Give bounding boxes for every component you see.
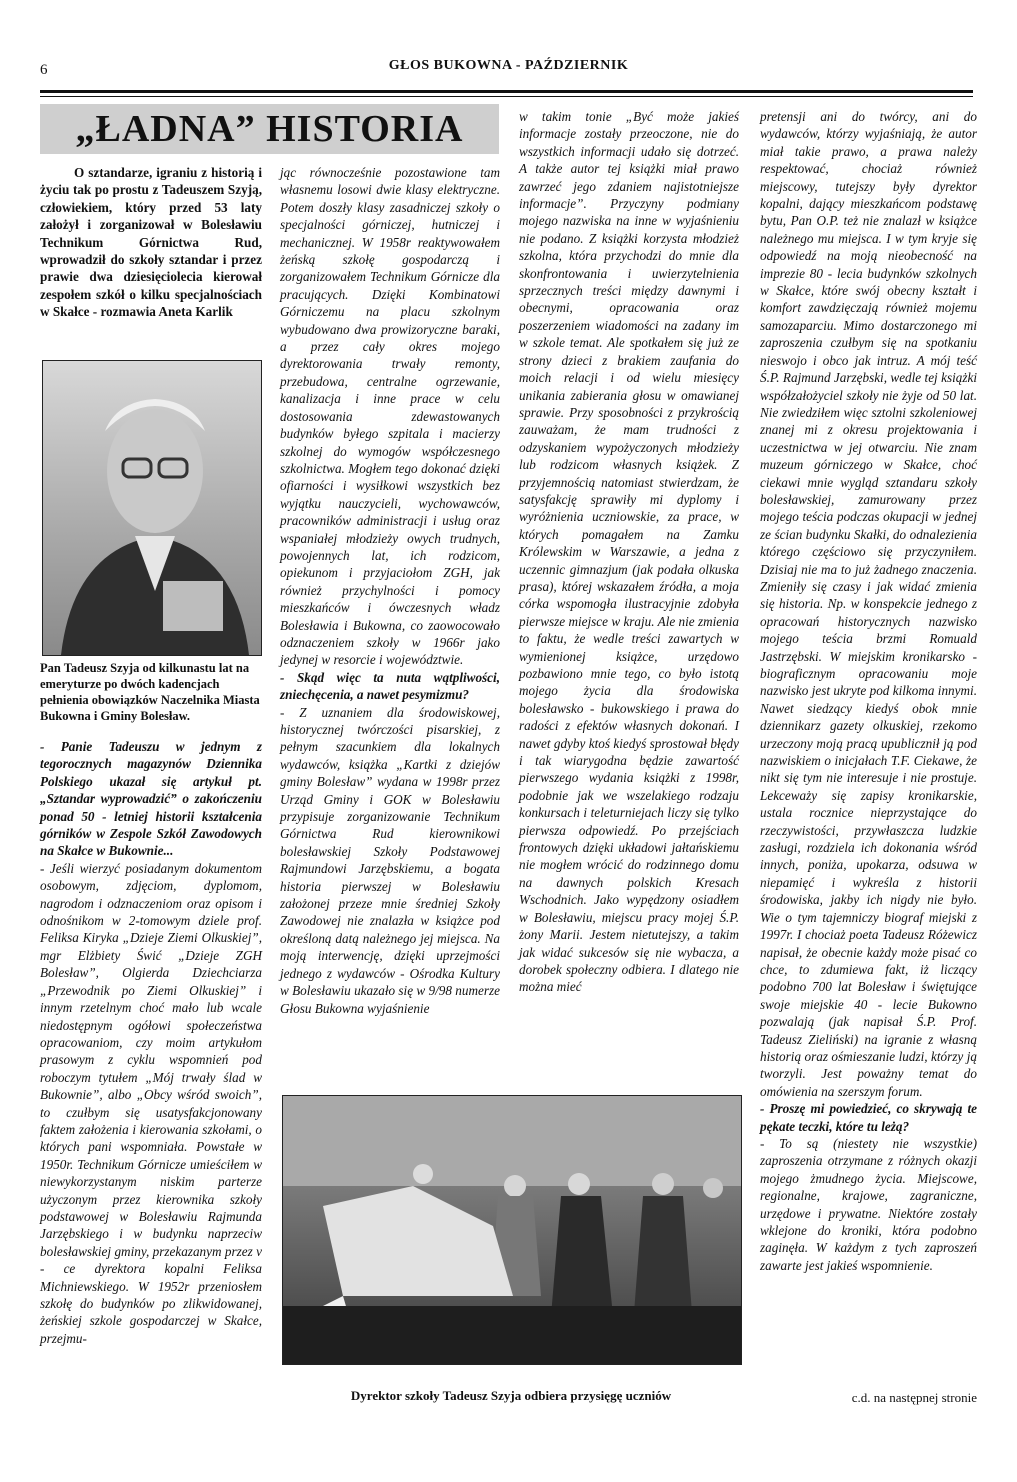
column-4 <box>760 108 977 1274</box>
question-1: - Panie Tadeuszu w jednym z tegorocznych magazynów Dziennika Polskiego ukazał się artykuł pt. „Sztandar wyprowadzić” o zakończeniu ponad 50 - letniej historii kształcenia górników w Zespole Szkół Zawodowych na Skałce w Bukownie... <box>40 739 262 859</box>
portrait-caption: Pan Tadeusz Szyja od kilkunastu lat na emeryturze po dwóch kadencjach pełnienia obowiązków Naczelnika Miasta Bukowna i Gminy Bolesław. <box>40 661 260 723</box>
page-number: 6 <box>40 62 48 78</box>
column-1-interview <box>40 738 262 1347</box>
portrait-man-image <box>43 361 261 655</box>
continued-note: c.d. na następnej stronie <box>851 1390 977 1405</box>
header-rule-thin <box>40 96 973 97</box>
article-headline: „ŁADNA” HISTORIA <box>40 104 499 154</box>
column-2 <box>280 164 500 1017</box>
answer-1: - Jeśli wierzyć posiadanym dokumentom osobowym, zdjęciom, dyplomom, nagrodom i odznaczeniom oraz opisom i odnośnikom w 2-tomowym dziele prof. Feliksa Kiryka „Dzieje Ziemi Olkuskiej”, mgr Elżbiety Świć „Dzieje ZGH Bolesław”, Olgierda Dziechciarza „Przewodnik po Ziemi Olkuskiej” i innym rzetelnym choć mało lub wcale niedostępnym ogółowi społeczeństwa opracowaniom, czy moim artykułom prasowym z cyklu wspomnień pod roboczym tytułem „Mój trwały ślad w Bukownie”, albo „Obcy wśród swoich”, to czułbym się usatysfakcjonowany faktem założenia i kierowania szkołami, o których pani wspomniała. Powstałe w 1950r. Technikum Górnicze umieściłem w niewykorzystanym niskim parterze użyczonym przez kierownika szkoły podstawowej w Bolesławiu Rajmunda Jarzębskiego i w budynku naprzeciw bolesławskiej gminy, przekazanym przez v - ce dyrektora kopalni Feliksa Michniewskiego. W 1952r przeniosłem szkołę do budynków po zlikwidowanej, żeńskiej szkole gospodarczej w Skałce, przejmu- <box>40 860 262 1346</box>
answer-2: - Z uznaniem dla środowiskowej, historycznej twórczości pisarskiej, z pełnym szacunkiem dla lokalnych wydawców, książka „Kartki z dziejów gminy Bolesław” wydana w 1998r przez Urząd Gminy i GOK w Bolesławiu przypisuje zorganizowanie Technikum Górnictwa Rud kierownikowi bolesławskiej Szkoły Podstawowej Rajmundowi Jarzębskiemu, a bogata historia pierwszej w Bolesławiu założonej przeze mnie średniej Szkoły Zawodowej nie znalazła w książce pod określoną datą należnego jej miejsca. Na moją interwencję, dzięki uprzejmości jednego z wydawców - Ośrodka Kultury w Bolesławiu ukazało się w 9/98 numerze Głosu Bukowna wyjaśnienie <box>280 704 500 1016</box>
oath-ceremony-image <box>283 1096 741 1364</box>
answer-2-end: pretensji ani do twórcy, ani do wydawców, którzy wyjaśniają, że autor miał takie prawo, a prawa należy respektować, chociaż również miejscowy, tutejszy były dyrektor kopalni, dający mieszkańcom podstawę bytu, Pan O.P. też nie znalazł w książce należnego mu miejsca. I w tym kryje się odpowiedź na moją nieobecność na imprezie 80 - lecia budynków szkolnych w Skałce, które swój obecny kształt i komfort zawdzięczają również mojemu samozaparciu. Mimo dostarczonego mi zaproszenia czułbym się na spotkaniu nieswojo i obco jak intruz. A mój teść Ś.P. Rajmund Jarzębski, wedle tej książki współzałożyciel szkoły nie żyje od 50 lat. Nie zwiedziłem więc sztolni szkoleniowej znanej mi z okresu projektowania i uczestnictwa w jej otwarciu. Nie znam muzeum górniczego w Skałce, choć ciekawi mnie wygląd sztandaru szkoły bolesławskiej, zamurowany przez mojego teścia podczas okupacji w jednej ze ścian budynku Skałki, do odnalezienia którego częściowo się przyczyniłem. Dzisiaj nie ma to już żadnego znaczenia. Zmieniły się czasy i jak widać zmienia się historia. Np. w konspekcie jednego z opracowań historycznych nazwisko mojego teścia brzmi Romuald Jastrzębski. W miejskim kronikarsko - biograficznym opracowaniu moje nazwisko jest ukryte pod kilkoma innymi. Nawet siedzący kiedyś obok mnie dziennikarz gazety olkuskiej, rzekomo urzeczony moją pracą upublicznił ją pod nazwiskiem o inicjałach T.F. Ciekawe, że nikt się tym nie interesuje i nie prostuje. Lekceważy się zapisy kronikarskie, ustala rocznice nieprzystające do rzeczywistości, przywłaszcza ludzkie zasługi, rozdziela ich dokonania wśród innych, poniża, upokarza, odsuwa w niepamięć i wykreśla z historii środowiska, jakby ich nigdy nie było. Wie o tym tajemniczy biograf miejski z 1997r. I chociaż poeta Tadeusz Różewicz napisał, że obecnie każdy może pisać co chce, to zdumiewa fakt, iż liczący podobno 700 lat Bolesław i świętujące swoje miejskie 40 - lecie Bukowno pozwalają (jak napisał Ś.P. Prof. Tadeusz Zieliński) na igranie z własną historią oraz ośmieszanie ludzi, którzy ją tworzyli. Jest poważny temat do omówienia na szerszym forum. <box>760 109 977 1099</box>
answer-2-continued: w takim tonie „Być może jakieś informacje zostały przeoczone, nie do wszystkich informacji udało się dotrzeć. A także autor tej książki miał prawo zawrzeć jego zdaniem najistotniejsze informacje”. Przyczyny podmiany mojego nazwiska na inne w wyjaśnieniu nie podano. Z książki korzysta młodzież szkolna, która przychodzi do mnie dla skonfrontowania i uwierzytelnienia sprzecznych treści między dawnymi i obecnymi, opracowania oraz poszerzeniem wiadomości na zadany im w szkole temat. Ale spotkałem się już ze strony dzieci z brakiem zaufania do moich relacji i od wielu miesięcy unikania zabierania głosu w omawianej sprawie. Przy sposobności z przykrością zauważam, że mam trudności z odzyskaniem wypożyczonych młodzieży lub rodzicom własnych książek. Z przyjemnością natomiast stwierdzam, że satysfakcję sprawiły mi dyplomy i wyróżnienia uczniowskie, za prace, w których pomagałem na Zamku Królewskim w Warszawie, a jedna z uczennic gimnazjum (jak podała olkuska prasa), której wskazałem źródła, a moja córka wspomogła ilustracyjnie zdobyła pierwsze miejsce w kraju. Ale nie zmienia to faktu, że wedle treści zawartych w wymienionej książce, urzędowo pozbawiono mnie tego, co było istotą mojego życia dla środowiska bolesławsko - bukowskiego i prawa do radości z efektów własnych dokonań. I nawet gdyby ktoś kiedyś sprostował błędy i tak wiarygodna będzie zawartość pierwszego wydania książki z 1998r, podobnie jak we wszelakiego rodzaju konkursach i teleturniejach liczy się tylko pierwsza odpowiedź. Po przejściach frontowych dzięki układowi jałtańskiemu nie mogłem wrócić do rodzinnego domu na dawnych polskich Kresach Wschodnich. Jako wypędzony osiadłem w Bolesławiu, miejscu pracy mojej Ś.P. żony Marii. Jestem nietutejszy, a takim jak widać sukcesów się nie wybacza, a dorobek społeczny odbiera. I dlatego nie można mieć <box>519 109 739 995</box>
ceremony-caption: Dyrektor szkoły Tadeusz Szyja odbiera przysięgę uczniów <box>350 1388 672 1403</box>
ceremony-photo <box>282 1095 742 1365</box>
answer-1-continued: jąc równocześnie pozostawione tam własnemu losowi dwie klasy elektryczne. Potem doszły klasy zasadniczej szkoły o specjalności górniczej, hutniczej i mechanicznej. W 1958r reaktywowałem żeńską szkołę gospodarczą i zorganizowałem Technikum Górnicze dla pracujących. Dzięki Kombinatowi Górniczemu na placu szkolnym wybudowano dwa prowizoryczne baraki, a przez cały okres mojego dyrektorowania trwały remonty, przebudowa, centralne ogrzewanie, kanalizacja i inne prace w celu dostosowania zdewastowanych budynków byłego szpitala i macierzy szkolnej do wymogów współczesnego szkolnictwa. Mogłem tego dokonać dzięki ofiarności i wysiłkowi wszystkich bez wyjątku nauczycieli, wychowawców, pracowników administracji i usług oraz wspaniałej młodzieży owych trudnych, powojennych lat, ich rodzicom, opiekunom i przyjaciołom ZGH, jak również przychylności i pomocy mieszkańców i ówczesnych władz Bolesławia i Bukowna, co zaowocowało odznaczeniem szkoły w 1966r jako jedynej w resorcie i województwie. <box>280 165 500 668</box>
newspaper-header: GŁOS BUKOWNA - PAŹDZIERNIK <box>388 58 629 73</box>
header-rule-thick <box>40 90 973 93</box>
column-3 <box>519 108 739 996</box>
column-1 <box>40 164 262 321</box>
answer-3: - To są (niestety nie wszystkie) zaproszenia otrzymane z różnych okazji mojego żmudnego życia. Miejscowe, regionalne, krajowe, zagraniczne, urzędowe i prywatne. Niektóre zostały wklejone do kroniki, która podobno zaginęła. W każdym z tych zaproszeń zawarte jest jakieś wspomnienie. <box>760 1135 977 1273</box>
portrait-photo <box>42 360 262 656</box>
question-2: - Skąd więc ta nuta wątpliwości, zniechęcenia, a nawet pesymizmu? <box>280 669 500 703</box>
question-3: - Proszę mi powiedzieć, co skrywają te pękate teczki, które tu leżą? <box>760 1101 977 1134</box>
article-lead: O sztandarze, igraniu z historią i życiu tak po prostu z Tadeuszem Szyją, człowiekiem, który przed 53 laty założył i zorganizował w Bolesławiu Technikum Górnictwa Rud, wprowadził do szkoły sztandar i przez prawie dwa dziesięciolecia kierował zespołem szkół o kilku specjalnościach w Skałce - rozmawia Aneta Karlik <box>40 165 262 320</box>
